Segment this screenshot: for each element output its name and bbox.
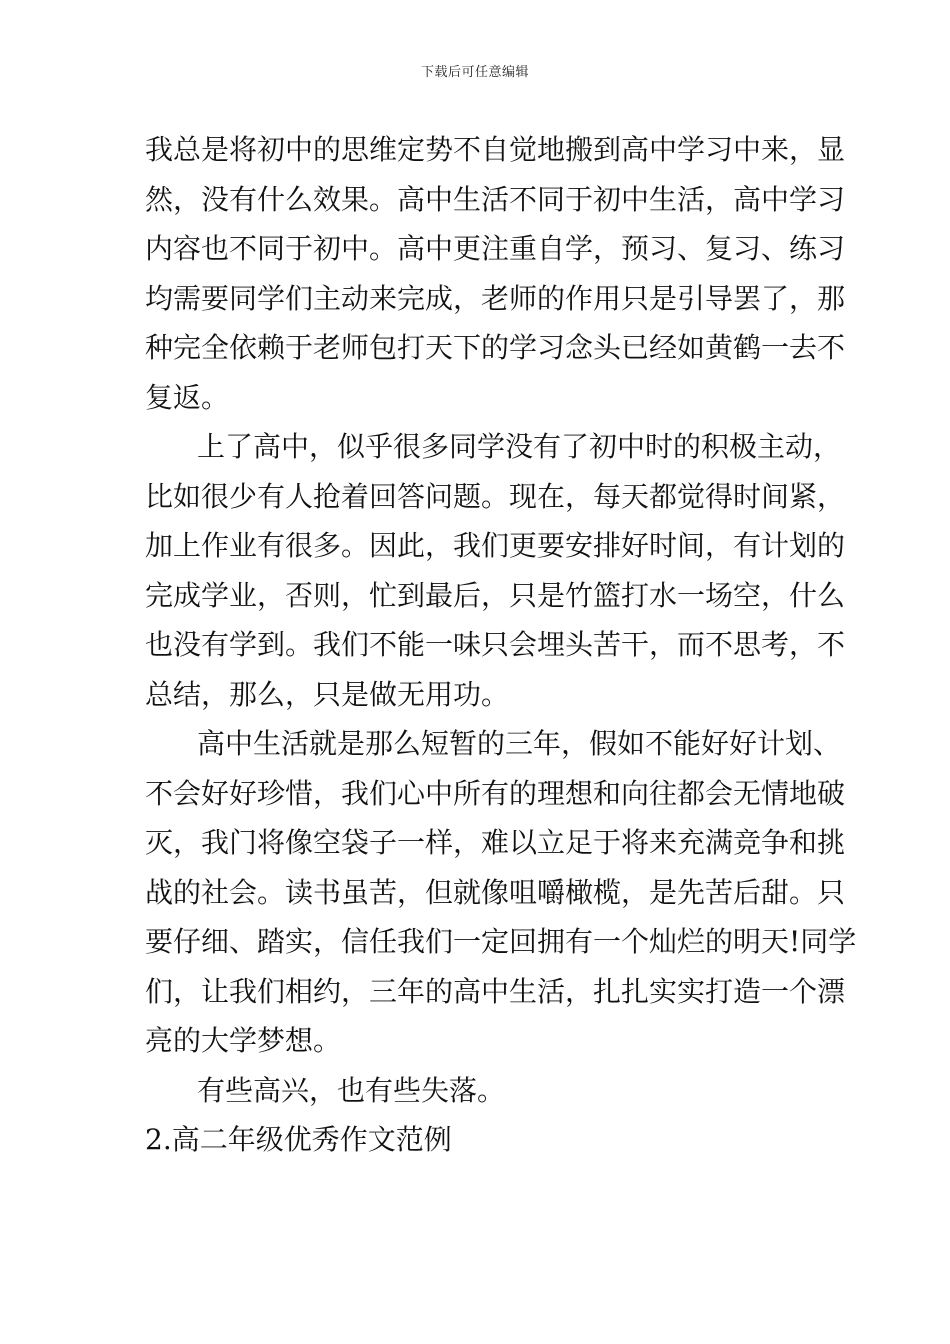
text-line: 完成学业，否则，忙到最后，只是竹篮打水一场空，什么 [145,578,846,612]
text-line: 亮的大学梦想。 [145,1024,342,1057]
text-line: 内容也不同于初中。高中更注重自学，预习、复习、练习 [145,232,846,265]
text-line: 要仔细、踏实，信任我们一定回拥有一个灿烂的明天!同学 [145,925,857,958]
text-line: 不会好好珍惜，我们心中所有的理想和向往都会无情地破 [145,776,846,810]
text-line: 复返。 [145,380,230,414]
text-line: 比如很少有人抢着回答问题。现在，每天都觉得时间紧， [145,479,846,513]
paragraph-first-line: 有些高兴，也有些失落。 [197,1073,506,1107]
document-body [145,125,857,1165]
text-line: 均需要同学们主动来完成，老师的作用只是引导罢了，那 [145,281,846,315]
text-line: 我总是将初中的思维定势不自觉地搬到高中学习中来，显 [145,133,846,166]
text-line: 加上作业有很多。因此，我们更要安排好时间，有计划的 [145,529,846,562]
paragraph-first-line: 高中生活就是那么短暂的三年，假如不能好好计划、 [197,727,842,760]
paragraph-first-line: 上了高中，似乎很多同学没有了初中时的积极主动， [197,430,842,463]
page-header: 下载后可任意编辑 [420,65,529,80]
text-line: 种完全依赖于老师包打天下的学习念头已经如黄鹤一去不 [145,331,846,364]
text-line: 然，没有什么效果。高中生活不同于初中生活，高中学习 [145,182,846,216]
text-line: 总结，那么，只是做无用功。 [145,677,510,711]
text-line: 灭，我门将像空袋子一样，难以立足于将来充满竞争和挑 [145,826,846,859]
text-line: 也没有学到。我们不能一味只会埋头苦干，而不思考，不 [145,628,846,661]
text-line: 们，让我们相约，三年的高中生活，扎扎实实打造一个漂 [145,974,846,1008]
text-line: 战的社会。读书虽苦，但就像咀嚼橄榄，是先苦后甜。只 [145,875,846,909]
text-line: 2.高二年级优秀作文范例 [145,1123,452,1156]
